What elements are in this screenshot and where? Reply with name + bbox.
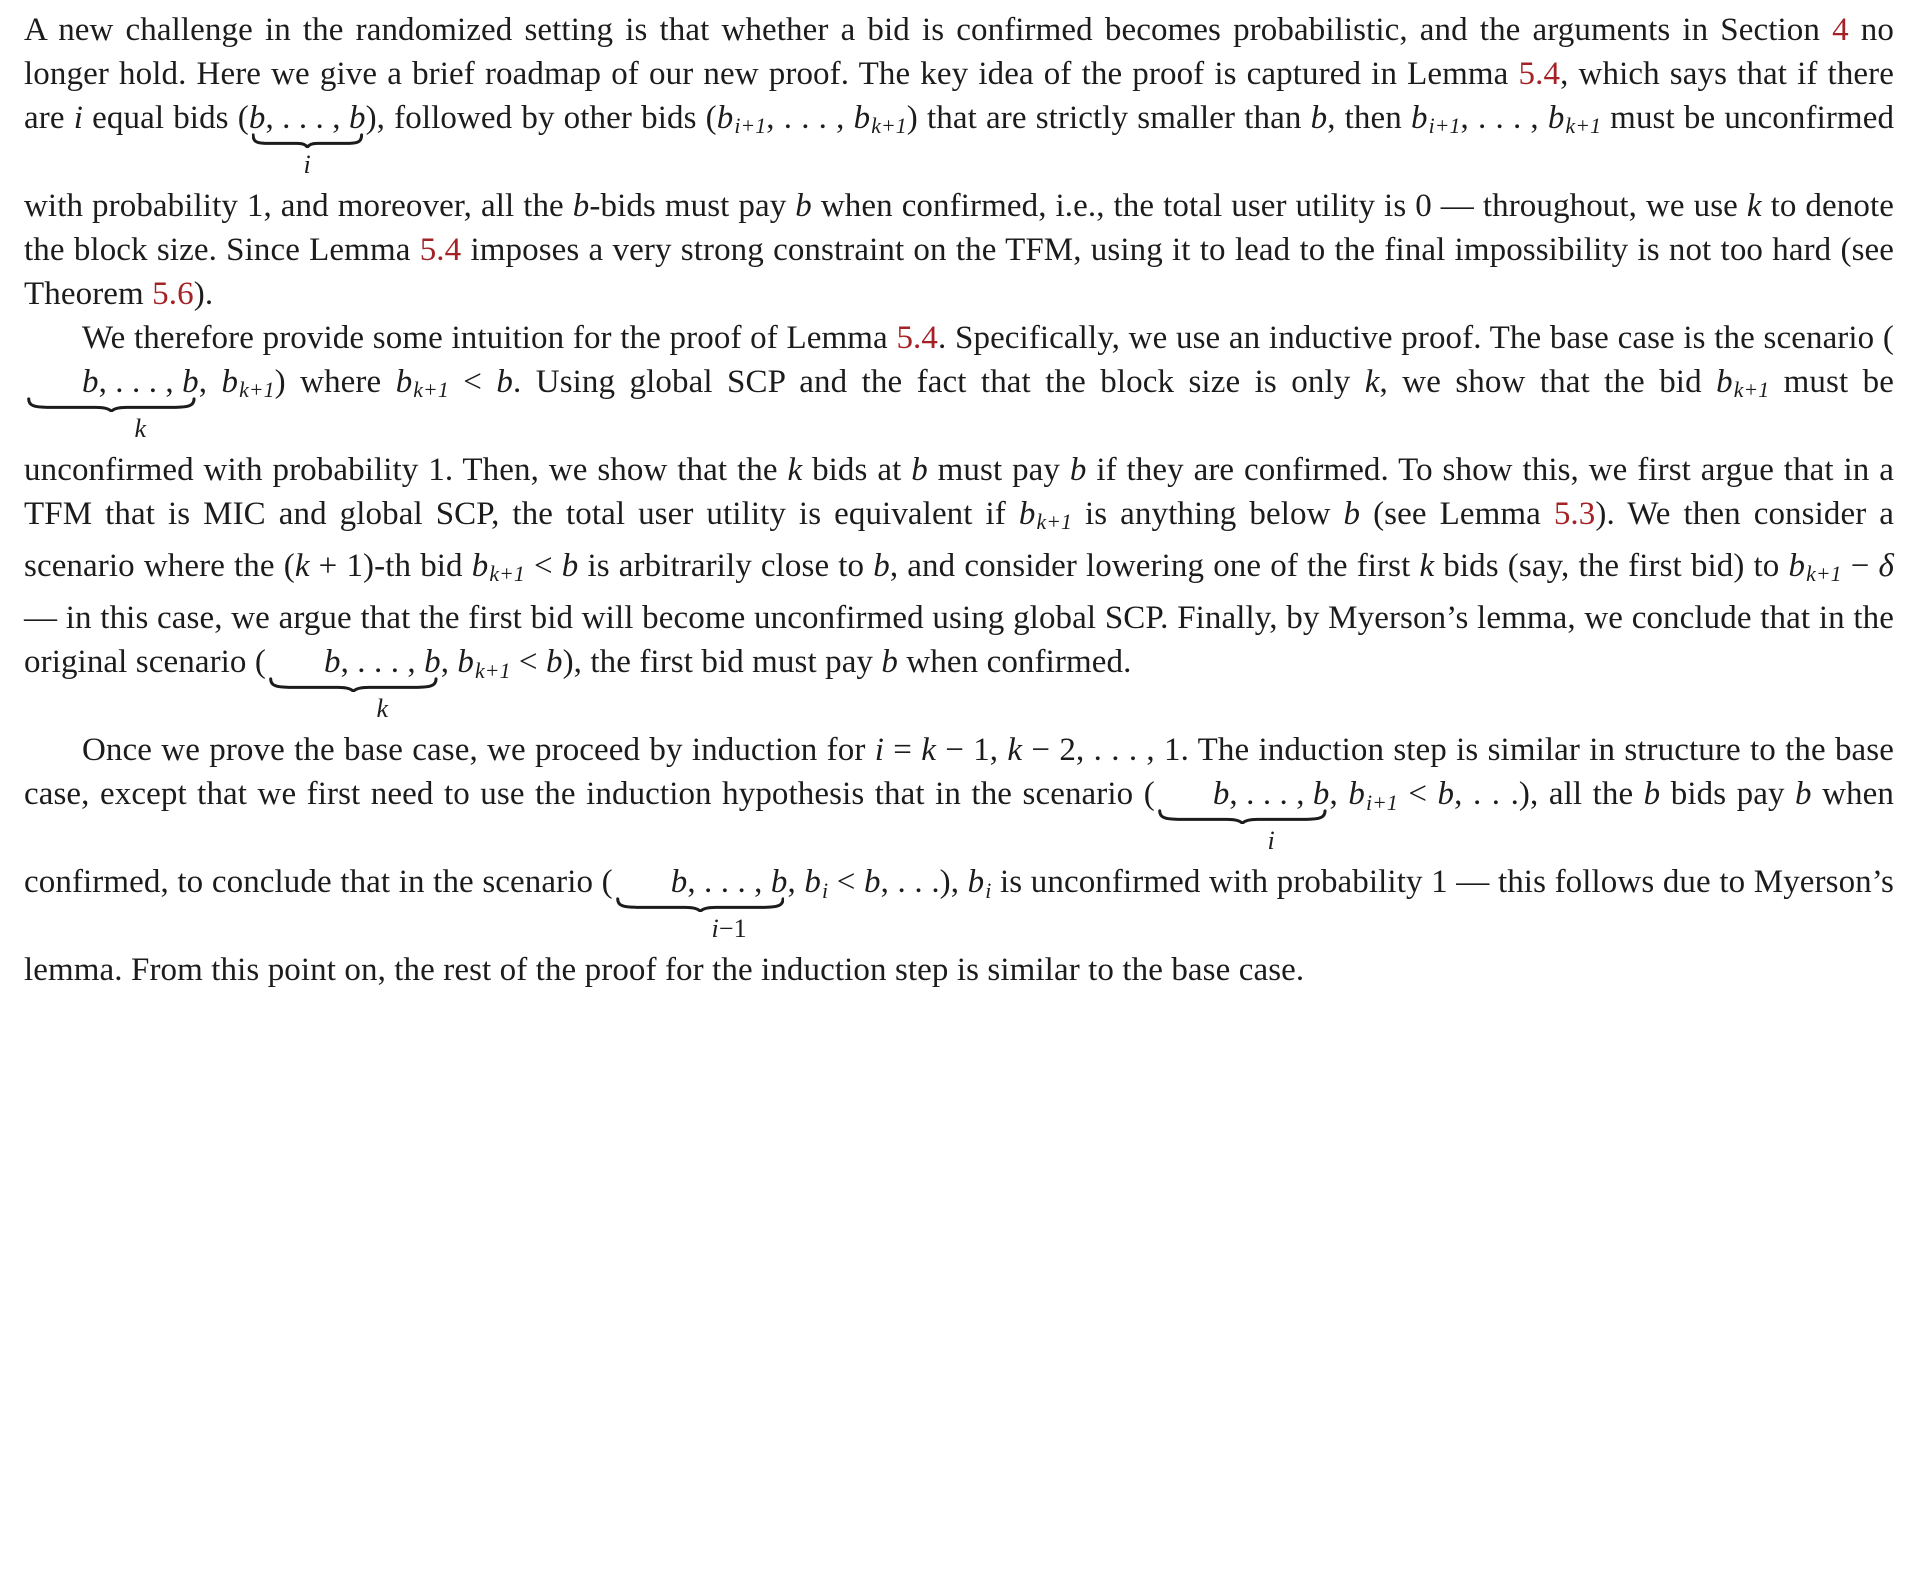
- math-variable: b: [1212, 776, 1230, 813]
- math-variable: b: [424, 644, 441, 681]
- text-run: to denote the block size. Since Lemma: [24, 188, 1894, 268]
- math-variable: b: [1018, 496, 1036, 532]
- text-run: bids at: [802, 452, 912, 488]
- underbrace-icon: [616, 897, 785, 912]
- cross-reference-link[interactable]: 4: [1832, 12, 1849, 48]
- math-variable: b: [911, 452, 928, 488]
- text-run: , . . .),: [880, 864, 968, 901]
- text-run: ,: [198, 364, 222, 400]
- underbrace-icon: [27, 397, 196, 412]
- text-run: , we show that the bid: [1379, 364, 1717, 400]
- math-variable: i: [874, 732, 884, 769]
- cross-reference-link[interactable]: 5.4: [896, 320, 939, 356]
- math-variable: b: [795, 188, 812, 224]
- math-variable: i: [303, 150, 311, 179]
- underbrace-icon: [269, 677, 438, 692]
- text-run: , . . . ,: [766, 100, 854, 136]
- paragraph: [24, 316, 1894, 728]
- text-run: − 2, . . . , 1. The induction step is similar in structure to the base case, except that we first need to use the induction hypothesis that in the scenario (: [24, 732, 1894, 813]
- text-run: , . . . ,: [1229, 776, 1313, 813]
- math-subscript: k+1: [489, 562, 525, 587]
- text-run: if they are confirmed. To show this, we first argue that in a TFM that is MIC and global SCP, the total user utility is equivalent if: [24, 452, 1894, 532]
- math-subscript: k+1: [475, 658, 511, 683]
- math-variable: k: [1364, 364, 1380, 400]
- math-variable: b: [496, 364, 513, 400]
- math-variable: b: [881, 644, 898, 681]
- text-run: when confirmed.: [898, 644, 1132, 681]
- math-variable: b: [873, 548, 890, 585]
- math-variable: k: [1007, 732, 1023, 769]
- math-variable: k: [376, 694, 389, 724]
- text-run: , then: [1327, 100, 1411, 136]
- math-variable: b: [1069, 452, 1087, 488]
- underbrace-expression: [24, 360, 199, 454]
- math-subscript: k+1: [1733, 378, 1770, 403]
- math-variable: k: [1419, 548, 1435, 585]
- underbrace-content: [324, 644, 441, 680]
- math-variable: b: [1312, 776, 1330, 813]
- math-variable: b: [395, 364, 413, 400]
- text-run: <: [510, 644, 546, 681]
- cross-reference-link[interactable]: 5.4: [419, 232, 462, 268]
- math-variable: b: [670, 864, 688, 901]
- text-run: −1: [718, 914, 747, 944]
- paragraph: [24, 728, 1894, 992]
- math-variable: b: [1547, 100, 1565, 136]
- math-variable: b: [82, 364, 99, 400]
- math-variable: b: [1795, 776, 1812, 813]
- math-variable-subscripted: [853, 100, 907, 139]
- math-variable-subscripted: [716, 100, 767, 139]
- text-run: is anything below: [1071, 496, 1344, 532]
- underbrace-content: [249, 100, 366, 136]
- text-run: bids (say, the first bid) to: [1434, 548, 1789, 585]
- math-subscript: k+1: [413, 378, 449, 403]
- math-variable: k: [1746, 188, 1762, 224]
- math-variable-subscripted: [1547, 100, 1602, 139]
- underbrace-expression: [266, 640, 441, 734]
- math-variable: b: [323, 644, 341, 681]
- text-run: −: [1841, 548, 1879, 585]
- math-variable: b: [967, 864, 985, 901]
- text-run: A new challenge in the randomized setting is that whether a bid is confirmed becomes probabilistic, and the arguments in Section: [24, 12, 1833, 48]
- math-variable: b: [457, 644, 475, 681]
- math-variable-subscripted: [471, 548, 525, 587]
- text-run: when confirmed, to conclude that in the scenario (: [24, 776, 1894, 901]
- math-variable: i: [73, 100, 83, 136]
- text-run: ).: [193, 276, 214, 312]
- text-run: ,: [1329, 776, 1349, 813]
- text-run: We therefore provide some intuition for the proof of Lemma: [82, 320, 897, 356]
- text-run: + 1)-th bid: [309, 548, 472, 585]
- text-run: − 1,: [935, 732, 1008, 769]
- math-variable: b: [1348, 776, 1365, 813]
- text-run: , . . . ,: [265, 100, 349, 136]
- text-run: , which says that if there are: [24, 56, 1895, 136]
- math-variable: k: [921, 732, 936, 769]
- math-variable: k: [134, 414, 147, 443]
- underbrace-label: [1155, 827, 1330, 855]
- text-run: must be unconfirmed with probability 1, and moreover, all the: [24, 100, 1895, 224]
- text-run: ) where: [274, 364, 396, 400]
- math-variable: b: [348, 100, 366, 136]
- text-run: is unconfirmed with probability 1 — this follows due to Myerson’s lemma. From this point on, the rest of the proof for the induction step is similar to the base case.: [24, 864, 1894, 989]
- math-variable-subscripted: [221, 364, 275, 403]
- text-run: must be unconfirmed with probability 1. Then, we show that the: [24, 364, 1895, 488]
- text-run: , . . . ,: [1460, 100, 1548, 136]
- text-run: , . . . ,: [98, 364, 183, 400]
- math-variable: b: [572, 188, 590, 224]
- math-variable: b: [1411, 100, 1428, 136]
- underbrace-expression: [1155, 772, 1330, 866]
- text-run: no longer hold. Here we give a brief roadmap of our new proof. The key idea of the proof is captured in Lemma: [24, 12, 1894, 92]
- text-run: . Using global SCP and the fact that the block size is only: [513, 364, 1365, 400]
- math-subscript: i+1: [734, 114, 767, 139]
- text-run: must pay: [927, 452, 1070, 488]
- math-variable: b: [1788, 548, 1806, 585]
- text-run: is arbitrarily close to: [578, 548, 874, 585]
- text-run: =: [884, 732, 922, 769]
- math-variable-subscripted: [1788, 548, 1842, 587]
- math-subscript: k+1: [239, 378, 275, 403]
- math-variable: δ: [1878, 548, 1894, 585]
- underbrace-label: [249, 151, 366, 179]
- math-variable: b: [853, 100, 871, 136]
- math-variable: i: [1267, 826, 1275, 856]
- cross-reference-link[interactable]: 5.6: [152, 276, 194, 312]
- text-run: imposes a very strong constraint on the TFM, using it to lead to the final impossibility is not too hard (see Theorem: [24, 232, 1895, 312]
- underbrace-content: [82, 364, 199, 400]
- math-subscript: k+1: [1565, 114, 1602, 139]
- text-run: bids pay: [1660, 776, 1796, 813]
- math-variable-subscripted: [967, 864, 992, 903]
- math-variable-subscripted: [1348, 776, 1398, 815]
- text-run: , and consider lowering one of the first: [889, 548, 1420, 585]
- underbrace-expression: [613, 860, 788, 954]
- text-run: — in this case, we argue that the first bid will become unconfirmed using global SCP. Finally, by Myerson’s lemma, we conclude that in the original scenario (: [24, 600, 1894, 681]
- math-subscript: k+1: [1036, 510, 1072, 535]
- document-body: [24, 8, 1894, 992]
- underbrace-icon: [1158, 809, 1327, 824]
- text-run: ,: [440, 644, 458, 681]
- math-variable-subscripted: [457, 644, 511, 683]
- math-variable: b: [471, 548, 489, 585]
- math-variable: b: [221, 364, 239, 400]
- math-variable: b: [1310, 100, 1328, 136]
- paragraph: [24, 8, 1894, 316]
- math-subscript: i: [985, 878, 992, 903]
- math-variable: b: [545, 644, 563, 681]
- math-variable: b: [248, 100, 266, 136]
- math-variable: k: [294, 548, 310, 585]
- text-run: ), the first bid must pay: [562, 644, 882, 681]
- math-subscript: i: [822, 878, 829, 903]
- underbrace-label: [24, 415, 199, 443]
- math-variable: b: [716, 100, 734, 136]
- underbrace-content: [1213, 776, 1330, 812]
- math-variable: b: [770, 864, 788, 901]
- math-subscript: i+1: [1428, 114, 1461, 139]
- text-run: , . . . ,: [340, 644, 425, 681]
- math-subscript: i+1: [1365, 790, 1398, 815]
- text-run: Once we prove the base case, we proceed by induction for: [82, 732, 875, 769]
- math-subscript: k+1: [1806, 562, 1842, 587]
- math-variable: b: [804, 864, 821, 901]
- text-run: ). We then consider a scenario where the (: [24, 496, 1895, 585]
- text-run: ) that are strictly smaller than: [906, 100, 1311, 136]
- math-variable: b: [561, 548, 579, 585]
- text-run: <: [448, 364, 497, 400]
- underbrace-content: [671, 864, 788, 900]
- math-variable-subscripted: [395, 364, 449, 403]
- text-run: . Specifically, we use an inductive proof. The base case is the scenario (: [938, 320, 1895, 356]
- text-run: ), followed by other bids (: [365, 100, 717, 136]
- text-run: , . . .), all the: [1454, 776, 1644, 813]
- math-variable: b: [1643, 776, 1661, 813]
- text-run: equal bids (: [83, 100, 249, 136]
- math-variable-subscripted: [1716, 364, 1770, 403]
- math-variable-subscripted: [804, 864, 829, 903]
- underbrace-icon: [252, 133, 363, 148]
- text-run: <: [828, 864, 864, 901]
- text-run: ,: [787, 864, 805, 901]
- math-subscript: k+1: [871, 114, 907, 139]
- underbrace-label: [613, 915, 788, 943]
- underbrace-label: [266, 695, 441, 723]
- text-run: <: [524, 548, 562, 585]
- underbrace-expression: [249, 96, 366, 190]
- math-variable: b: [182, 364, 199, 400]
- math-variable: b: [1343, 496, 1361, 532]
- math-variable: b: [1437, 776, 1455, 813]
- cross-reference-link[interactable]: 5.3: [1553, 496, 1596, 532]
- math-variable-subscripted: [1018, 496, 1072, 535]
- math-variable: b: [863, 864, 881, 901]
- text-run: , . . . ,: [687, 864, 771, 901]
- math-variable-subscripted: [1411, 100, 1461, 139]
- text-run: -bids must pay: [589, 188, 796, 224]
- math-variable: b: [1716, 364, 1733, 400]
- cross-reference-link[interactable]: 5.4: [1518, 56, 1561, 92]
- math-variable: i: [711, 914, 719, 944]
- math-variable: k: [787, 452, 803, 488]
- text-run: when confirmed, i.e., the total user utility is 0 — throughout, we use: [811, 188, 1747, 224]
- text-run: (see Lemma: [1360, 496, 1554, 532]
- text-run: <: [1397, 776, 1438, 813]
